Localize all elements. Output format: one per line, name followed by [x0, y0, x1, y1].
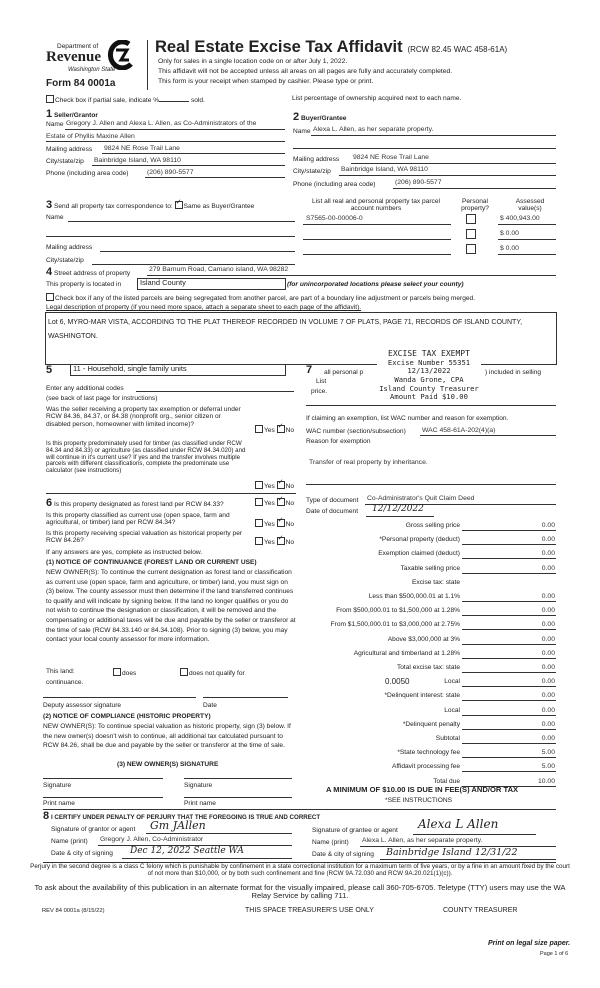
partial-sale-checkbox[interactable] — [46, 95, 54, 103]
q2-answer — [255, 481, 294, 490]
tax-row-value[interactable]: 0.00 — [541, 564, 555, 572]
tax-row-label: Agricultural and timberland at 1.28% — [353, 649, 460, 657]
section-number: 8 — [43, 810, 50, 822]
field-line — [462, 644, 556, 645]
doc-date-label: Date of document — [306, 508, 359, 515]
tax-row-label: *Delinquent penalty — [402, 720, 460, 728]
seller-name-label: Name — [46, 121, 64, 128]
field-line — [145, 177, 285, 178]
assessed-value-field[interactable]: $ 0.00 — [500, 230, 519, 237]
seller-city-label: City/state/zip — [46, 158, 84, 165]
stamp-line: Wanda Grone, CPA — [394, 374, 464, 384]
tax-row-value[interactable]: 0.00 — [541, 706, 555, 714]
section-number: 2 — [293, 111, 300, 123]
segregated-checkbox[interactable] — [46, 293, 54, 301]
buyer-phone-field[interactable]: (206) 890-5577 — [395, 179, 442, 186]
corr-mailing-field[interactable] — [100, 251, 295, 252]
buyer-mailing-field[interactable]: 9824 NE Rose Trail Lane — [353, 154, 429, 161]
signature-label: Signature — [184, 782, 213, 789]
street-field[interactable]: 279 Barnum Road, Camano island, WA 98282 — [149, 266, 289, 273]
no-checkbox[interactable] — [277, 498, 285, 506]
seller-heading — [46, 108, 98, 120]
deputy-signature-field[interactable] — [43, 697, 196, 698]
buyer-name-field[interactable]: Alexa L. Allen, as her separate property. — [313, 126, 434, 133]
q-timber-agriculture: Is this property predominately used for timber (as classified under RCW 84.34 and 84.33) or agriculture (as classified under RCW 84.34.020) and will continue in it's current use? If yes and the transfer involves multiple parcels with different classifications, complete the predominate use calculator (see instructions) — [46, 440, 246, 475]
owner-print-name-field[interactable] — [43, 797, 163, 798]
grantor-sig-label: Signature of grantor or agent — [51, 826, 136, 833]
section-number: 7 — [306, 364, 313, 376]
section-number: 3 — [46, 199, 53, 211]
reason-label: Reason for exemption — [306, 438, 371, 445]
field-line — [498, 254, 556, 255]
county-note: (for unincorporated locations please select your county) — [287, 281, 464, 288]
tax-row-label: Local — [444, 678, 460, 686]
personal-col-header: Personal property? — [461, 198, 489, 213]
tax-row-value[interactable]: 0.00 — [541, 522, 555, 529]
buyer-heading — [293, 111, 346, 123]
grantee-name-field[interactable]: Alexa L. Allen, as her separate property. — [362, 837, 483, 844]
title-row — [155, 38, 507, 56]
no-checkbox[interactable] — [277, 537, 285, 545]
buyer-name-label: Name — [293, 128, 311, 135]
deputy-date-field[interactable] — [203, 697, 288, 698]
same-as-buyer-label: Same as Buyer/Grantee — [183, 203, 255, 210]
buyer-heading-label: Buyer/Grantee — [300, 115, 347, 122]
yes-checkbox[interactable] — [255, 481, 263, 489]
q6-1-answer — [255, 498, 294, 507]
does-not-checkbox[interactable] — [180, 668, 188, 676]
tax-row-label: Affidavit processing fee — [391, 763, 460, 771]
reason-field[interactable]: Transfer of real property by inheritance. — [309, 459, 428, 466]
exemption-label: If claiming an exemption, list WAC number and reason for exemption. — [306, 415, 509, 422]
wac-label: WAC number (section/subsection) — [306, 428, 406, 435]
stamp-line: 12/13/2022 — [407, 366, 451, 376]
use-code-select[interactable]: 11 - Household, single family units — [70, 364, 286, 376]
print-name-label: Print name — [43, 800, 75, 807]
tax-row-label: Exemption claimed (deduct) — [378, 550, 460, 558]
stamp-line: Amount Paid $10.00 — [390, 392, 468, 402]
field-line — [462, 771, 556, 772]
price-text: price. — [311, 388, 328, 395]
buyer-city-label: City/state/zip — [293, 168, 331, 175]
field-line — [306, 405, 556, 406]
field-line — [462, 729, 556, 730]
tax-row-label: From $500,000.01 to $1,500,000 at 1.28% — [336, 607, 460, 615]
no-checkbox[interactable] — [277, 425, 285, 433]
field-line — [303, 224, 451, 225]
does-not-label: does not qualify for — [189, 670, 245, 677]
tax-row-label: *Personal property (deduct) — [379, 536, 460, 544]
tax-row-label: *State technology fee — [397, 749, 460, 757]
does-checkbox[interactable] — [113, 668, 121, 676]
same-as-buyer-checkbox[interactable] — [175, 201, 183, 209]
tax-row-value[interactable]: 0.00 — [541, 678, 555, 686]
if-yes-note: If any answers are yes, complete as instructed below. — [46, 549, 203, 556]
form-number: Form 84 0001a — [46, 78, 116, 89]
field-line — [462, 601, 556, 602]
grantor-name-label: Name (print) — [51, 838, 88, 845]
tax-row-label: Less than $500,000.01 at 1.1% — [368, 593, 460, 600]
local-rate: 0.0050 — [385, 677, 410, 687]
title-citation: (RCW 82.45 WAC 458-61A) — [407, 45, 508, 54]
owner-print-name-field-2[interactable] — [184, 797, 292, 798]
minimum-due-note: A MINIMUM OF $10.00 IS DUE IN FEE(S) AND/OR TAX — [326, 785, 519, 794]
corr-name-field[interactable] — [68, 221, 295, 222]
print-legal-note: Print on legal size paper. — [488, 940, 571, 947]
grantor-name-field[interactable]: Gregory J. Allen, Co-Administrator — [100, 836, 204, 843]
field-line — [46, 141, 285, 142]
field-line — [380, 859, 556, 860]
field-line — [498, 224, 556, 225]
no-label: No — [285, 483, 295, 490]
grantee-signature[interactable]: Alexa L Allen — [418, 817, 499, 831]
personal-property-checkbox[interactable] — [466, 229, 476, 239]
buyer-city-field[interactable]: Bainbridge Island, WA 98110 — [341, 166, 428, 173]
q-exemption-deferral: Was the seller receiving a property tax exemption or deferral under RCW 84.36, 84.37, or 84.38 (nonprofit org., senior citizen or disabled person, homeowner with limited income)? — [46, 406, 241, 428]
tax-row-value[interactable]: 0.00 — [541, 593, 555, 600]
no-label: No — [285, 500, 295, 507]
field-line — [462, 672, 556, 673]
header-note: Only for sales in a single location code on or after July 1, 2022. — [158, 58, 348, 65]
tax-row-label: Excise tax: state — [411, 578, 460, 586]
parcel-col-header: List all real and personal property tax parcel account numbers — [312, 198, 440, 213]
owner-signature-field-2[interactable] — [184, 778, 292, 779]
street-heading — [46, 266, 130, 278]
section-number: 5 — [46, 364, 53, 376]
header-divider — [147, 40, 148, 90]
field-line — [311, 135, 556, 136]
page-number: Page 1 of 6 — [540, 951, 569, 957]
seller-heading-label: Seller/Grantor — [53, 112, 98, 119]
yes-label: Yes — [264, 539, 275, 546]
no-checkbox[interactable] — [277, 481, 285, 489]
doc-date-field[interactable]: 12/12/2022 — [372, 504, 424, 514]
field-line — [462, 530, 556, 531]
parcel-number-field[interactable]: S7565-00-00006-0 — [306, 215, 363, 222]
agency-line3: Washington State — [68, 67, 116, 73]
owner-signature-field[interactable] — [43, 778, 163, 779]
field-line — [462, 629, 556, 630]
partial-sale-label: Check box if partial sale, indicate % — [55, 97, 160, 104]
personal-property-checkbox[interactable] — [466, 244, 476, 254]
tax-row-label: Local — [444, 706, 460, 714]
correspondence-label: Send all property tax correspondence to: — [53, 203, 173, 210]
q-forest-land — [46, 497, 251, 509]
field-line — [46, 236, 295, 237]
partial-sale-suffix: sold. — [190, 97, 205, 104]
partial-percent-field[interactable] — [159, 101, 189, 102]
yes-label: Yes — [264, 483, 275, 490]
tax-row-value[interactable]: 0.00 — [541, 649, 555, 657]
field-line — [122, 858, 292, 859]
no-label: No — [285, 427, 295, 434]
segregated-row — [46, 293, 475, 302]
yes-checkbox[interactable] — [255, 537, 263, 545]
no-label: No — [285, 539, 295, 546]
tax-row-value[interactable]: 0.00 — [541, 664, 555, 671]
deputy-date-label: Date — [203, 702, 217, 709]
tax-row-label: Gross selling price — [405, 522, 460, 529]
notice2-title: (2) NOTICE OF COMPLIANCE (HISTORIC PROPERTY) — [43, 713, 211, 720]
grantee-date-field[interactable]: Bainbridge Island 12/31/22 — [386, 847, 518, 858]
grantor-date-field[interactable]: Dec 12, 2022 Seattle WA — [130, 846, 244, 856]
divider — [46, 493, 296, 494]
field-line — [147, 275, 556, 276]
doc-type-field[interactable]: Co-Administrator's Quit Claim Deed — [367, 495, 475, 502]
tax-row-value[interactable]: 0.00 — [541, 550, 555, 558]
tax-row-value[interactable]: 0.00 — [541, 692, 555, 700]
certify-label: I CERTIFY UNDER PENALTY OF PERJURY THAT THE FOREGOING IS TRUE AND CORRECT — [50, 814, 321, 821]
signature-label: Signature — [43, 782, 72, 789]
q6-2-answer — [255, 519, 294, 528]
notice1-body: NEW OWNER(S): To continue the current designation as forest land or classification as current use (open space, farm and agriculture, or timber) land, you must sign on (3) below. The county assessor must then determine if the land transferred continues to qualify and will indicate by signing below. If the land no longer qualifies or you do not wish to continue the designation or classification, it will be removed and the compensating or additional taxes will be due and payable by the seller or transferor at the time of sale (RCW 84.33.140 or 84.34.108). Prior to signing (3) below, you may contact your local county assessor for more information. — [46, 569, 296, 644]
field-line — [462, 686, 556, 687]
section-number: 6 — [46, 497, 53, 509]
field-line — [393, 188, 556, 189]
tax-row-label: Total excise tax: state — [396, 664, 460, 671]
field-line — [420, 435, 556, 436]
corr-city-label: City/state/zip — [46, 257, 84, 264]
field-line — [462, 743, 556, 744]
section-number: 4 — [46, 266, 53, 278]
list-text: List — [316, 378, 327, 385]
stamp-line: EXCISE TAX EXEMPT — [388, 349, 470, 358]
field-line — [303, 239, 451, 240]
no-label: No — [285, 521, 295, 528]
yes-label: Yes — [264, 500, 275, 507]
print-name-label: Print name — [184, 800, 216, 807]
tax-row-label: *Delinquent interest: state — [384, 692, 460, 700]
additional-codes-label: Enter any additional codes — [46, 385, 124, 392]
field-line — [366, 516, 434, 517]
page-title: Real Estate Excise Tax Affidavit — [155, 38, 403, 56]
header-note: This form is your receipt when stamped by cashier. Please type or print. — [158, 78, 374, 85]
seller-phone-label: Phone (including area code) — [46, 170, 129, 177]
field-line — [339, 175, 556, 176]
tax-row-value[interactable]: 5.00 — [541, 749, 555, 757]
street-label: Street address of property — [53, 270, 131, 277]
notice2-body: NEW OWNER(S): To continue special valuation as historic property, sign (3) below. If the new owner(s) doesn't wish to continue, all additional tax calculated pursuant to RCW 84.26, shall be due and payable by the seller or transferor at the time of sale. — [43, 723, 291, 750]
exempt-stamp — [377, 347, 481, 404]
field-line — [462, 615, 556, 616]
doc-type-label: Type of document — [306, 497, 359, 504]
corr-name-label: Name — [46, 214, 64, 221]
yes-label: Yes — [264, 521, 275, 528]
does-option — [113, 668, 136, 677]
stamp-line: Excise Number 55351 — [387, 357, 471, 367]
seller-city-field[interactable]: Bainbridge Island, WA 98110 — [94, 157, 181, 164]
field-line — [92, 165, 285, 166]
tax-row-value[interactable]: 10.00 — [537, 777, 555, 785]
corr-city-field[interactable] — [92, 264, 295, 265]
grantee-date-label: Date & city of signing — [312, 851, 374, 858]
buyer-mailing-label: Mailing address — [293, 156, 340, 163]
field-line — [462, 658, 556, 659]
field-line — [102, 153, 285, 154]
field-line — [293, 148, 556, 149]
personal-property-checkbox[interactable] — [466, 214, 476, 224]
seller-name-field[interactable]: Gregory J. Allen and Alexa L. Allen, as Co-Administrators of the — [66, 120, 257, 127]
tax-row-value[interactable]: 0.00 — [541, 635, 555, 643]
located-label: This property is located in — [46, 281, 122, 288]
field-line — [351, 163, 556, 164]
tax-row-label: Subtotal — [435, 735, 460, 742]
value-col-header: Assessed value(s) — [515, 198, 545, 213]
dor-emblem-icon — [107, 40, 134, 70]
revision: REV 84 0001a (8/15/22) — [42, 908, 105, 914]
buyer-phone-label: Phone (including area code) — [293, 181, 376, 188]
field-line — [306, 484, 556, 485]
tax-row-value[interactable]: 0.00 — [541, 536, 555, 544]
continuance-label: continuance. — [46, 679, 84, 686]
field-line — [146, 833, 292, 834]
tax-row-value[interactable]: 0.00 — [541, 621, 555, 629]
field-line — [462, 544, 556, 545]
tax-row-label: Total due — [433, 777, 460, 785]
agency-line1: Department of — [57, 43, 99, 50]
notice1-title: (1) NOTICE OF CONTINUANCE (FOREST LAND OR CURRENT USE) — [46, 559, 257, 566]
q-forest-label: Is this property designated as forest land per RCW 84.33? — [53, 501, 224, 508]
q-historical: Is this property receiving special valuation as historical property per RCW 84.26? — [46, 530, 243, 545]
grantee-name-label: Name (print) — [312, 839, 349, 846]
assessed-value-field[interactable]: $ 0.00 — [500, 245, 519, 252]
wac-field[interactable]: WAC 458-61A-202(4)(a) — [422, 427, 496, 434]
grantee-sig-label: Signature of grantee or agent — [312, 827, 398, 834]
new-owner-sig-title: (3) NEW OWNER(S) SIGNATURE — [117, 761, 219, 768]
section-number: 1 — [46, 108, 53, 120]
seller-phone-field[interactable]: (206) 890-5577 — [147, 169, 194, 176]
partial-sale — [46, 95, 205, 104]
see-back-note: (see back of last page for instructions) — [46, 395, 158, 402]
field-line — [462, 757, 556, 758]
does-label: does — [122, 670, 137, 677]
yes-checkbox[interactable] — [255, 519, 263, 527]
accessibility-notice: To ask about the availability of this publication in an alternate format for the visually impaired, please call 360-705-6705. Teletype (TTY) users may use the WA Relay Service by calling 711. — [34, 883, 566, 900]
no-checkbox[interactable] — [277, 519, 285, 527]
field-line — [303, 254, 451, 255]
deputy-sig-label: Deputy assessor signature — [43, 702, 122, 709]
tax-row-label: From $1,500,000.01 to $3,000,000 at 2.75% — [330, 621, 460, 629]
q6-3-answer — [255, 537, 294, 546]
field-line — [413, 834, 536, 835]
legal-description-field[interactable]: Lot 6, MYRO-MAR VISTA, ACCORDING TO THE PLAT THEREOF RECORDED IN VOLUME 7 OF PLATS, PAGE 71, RECORDS OF ISLAND COUNTY, WASHINGTON. — [45, 312, 557, 365]
this-land-label: This land: — [46, 668, 75, 675]
tax-row-label: Above $3,000,000 at 3% — [387, 635, 460, 643]
yes-checkbox[interactable] — [255, 425, 263, 433]
tax-row-value[interactable]: 0.00 — [541, 735, 555, 742]
field-line — [462, 558, 556, 559]
field-line — [498, 239, 556, 240]
field-line — [65, 129, 285, 130]
tax-row-value[interactable]: 0.00 — [541, 607, 555, 615]
header-note: This affidavit will not be accepted unless all areas on all pages are fully and accurately completed. — [158, 68, 453, 75]
personal-property-text-2: ) included in selling — [485, 369, 542, 376]
grantor-signature[interactable]: Gm JAllen — [150, 819, 206, 832]
treasurer-use: THIS SPACE TREASURER'S USE ONLY — [245, 907, 374, 914]
personal-property-text: all personal p — [324, 369, 364, 376]
yes-checkbox[interactable] — [255, 498, 263, 506]
correspondence-heading — [46, 199, 254, 211]
segregated-label: Check box if any of the listed parcels are being segregated from another parcel, are part of a boundary line adjustment or parcels being merged. — [55, 295, 476, 302]
field-line — [462, 715, 556, 716]
perjury-notice: Perjury in the second degree is a class C felony which is punishable by confinement in a state correctional institution for a maximum term of five years, or by a fine in an amount fixed by the court of not more than $10,000, or by both such confinement and fine (RCW 9A.72.030 and RCW 9A.20.021(1)(c)). — [30, 863, 570, 877]
stamp-line: Island County Treasurer — [379, 383, 479, 393]
agency-line2: Revenue — [46, 49, 101, 65]
tax-row-label: Taxable selling price — [400, 564, 460, 572]
county-select[interactable]: Island County — [137, 278, 286, 290]
does-not-option — [180, 668, 245, 677]
ownership-note: List percentage of ownership acquired next to each name. — [292, 95, 462, 102]
field-line — [462, 700, 556, 701]
tax-row-value[interactable]: 0.00 — [541, 720, 555, 728]
assessed-value-field[interactable]: $ 400,943.00 — [500, 215, 540, 222]
county-treasurer: COUNTY TREASURER — [443, 907, 518, 914]
grantor-date-label: Date & city of signing — [51, 850, 113, 857]
q1-answer — [255, 425, 294, 434]
legal-label: Legal description of property (if you need more space, attach a separate sheet to each page of the affidavit). — [46, 304, 362, 311]
corr-mailing-label: Mailing address — [46, 244, 93, 251]
q-current-use: Is this property classified as current use (open space, farm and agricultural, or timber) land per RCW 84.34? — [46, 512, 230, 527]
yes-label: Yes — [264, 427, 275, 434]
tax-row-value[interactable]: 5.00 — [541, 763, 555, 771]
additional-codes-field[interactable] — [136, 391, 294, 392]
seller-mailing-label: Mailing address — [46, 146, 93, 153]
see-instructions: *SEE INSTRUCTIONS — [385, 797, 453, 804]
seller-name-field-2[interactable]: Estate of Phyllis Maxine Allen — [46, 133, 135, 140]
seller-mailing-field[interactable]: 9824 NE Rose Trail Lane — [104, 145, 180, 152]
field-line — [462, 573, 556, 574]
